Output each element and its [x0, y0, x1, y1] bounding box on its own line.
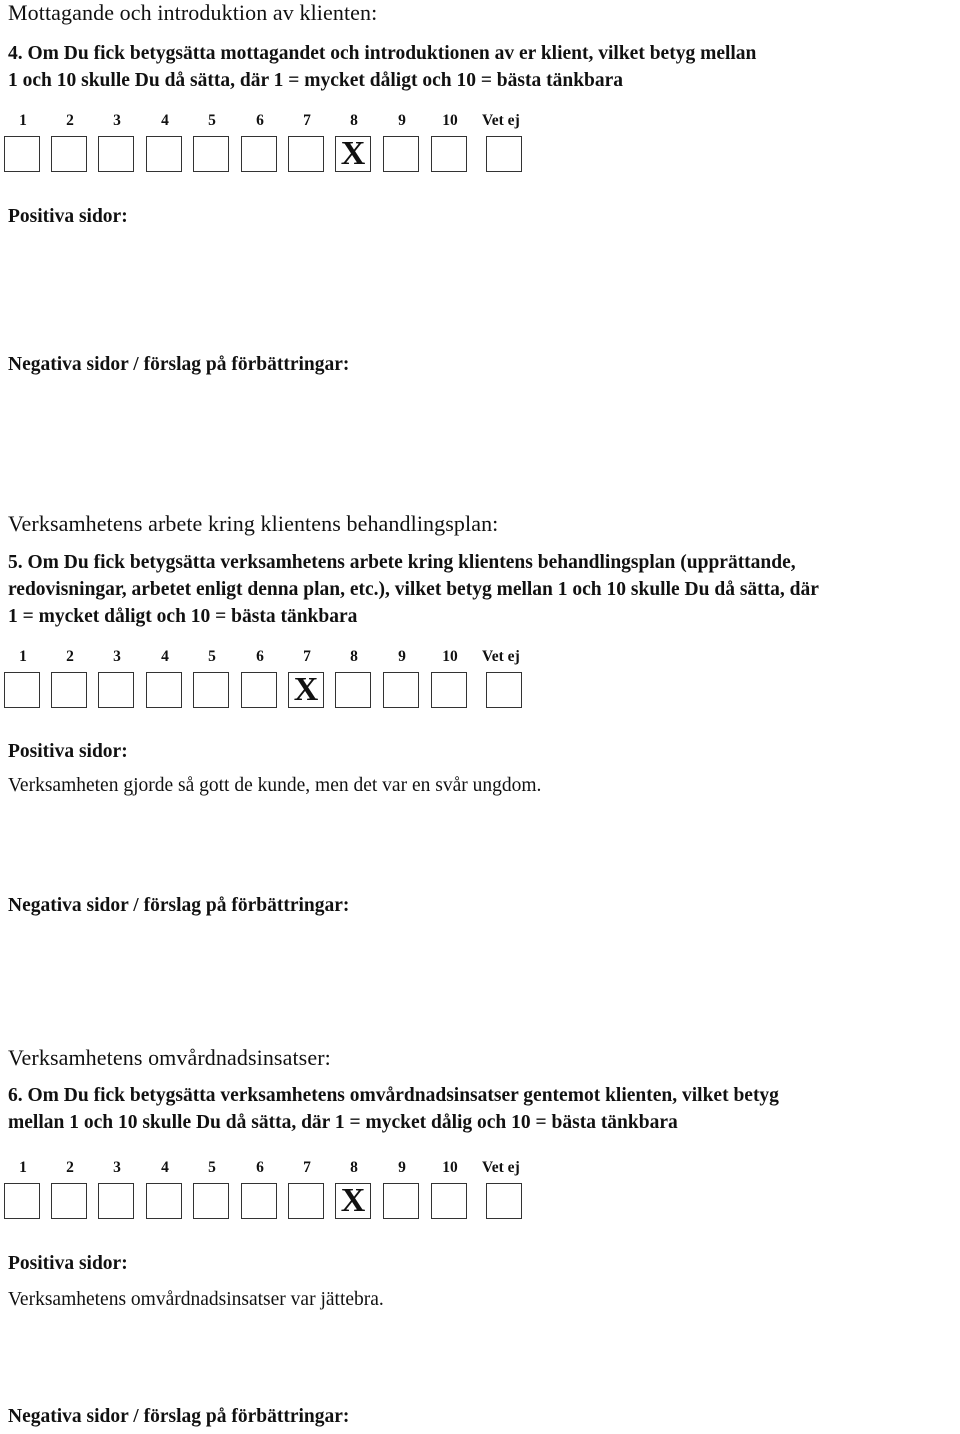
- rating-checkbox[interactable]: [98, 1183, 134, 1219]
- scale-label: 4: [161, 648, 169, 665]
- rating-checkbox[interactable]: [383, 136, 419, 172]
- question-line: 4. Om Du fick betygsätta mottagandet och introduktionen av er klient, vilket betyg mellan: [8, 43, 757, 64]
- scale-label: 5: [208, 1159, 216, 1176]
- scale-label: 5: [208, 112, 216, 129]
- section-heading: Verksamhetens arbete kring klientens behandlingsplan:: [8, 511, 499, 536]
- scale-label-vet-ej: Vet ej: [482, 112, 520, 129]
- rating-checkbox[interactable]: [486, 1183, 522, 1219]
- rating-checkbox[interactable]: [98, 672, 134, 708]
- question-line: 1 = mycket dåligt och 10 = bästa tänkbara: [8, 606, 358, 627]
- rating-checkbox[interactable]: [4, 136, 40, 172]
- scale-label: 8: [350, 112, 358, 129]
- rating-checkbox[interactable]: [241, 672, 277, 708]
- selected-mark: X: [340, 1182, 366, 1219]
- question-text: [8, 549, 819, 630]
- selected-mark: X: [293, 671, 319, 708]
- scale-label: 9: [398, 112, 406, 129]
- positive-answer: Verksamhetens omvårdnadsinsatser var jättebra.: [8, 1289, 384, 1310]
- rating-checkbox[interactable]: [4, 1183, 40, 1219]
- positive-answer: Verksamheten gjorde så gott de kunde, men det var en svår ungdom.: [8, 775, 542, 796]
- scale-label: 6: [256, 1159, 264, 1176]
- rating-boxes: [0, 136, 960, 176]
- scale-label: 8: [350, 648, 358, 665]
- rating-checkbox[interactable]: [288, 672, 324, 708]
- section-heading: Verksamhetens omvårdnadsinsatser:: [8, 1045, 331, 1070]
- negative-label: Negativa sidor / förslag på förbättringar:: [8, 1406, 350, 1427]
- scale-label: 5: [208, 648, 216, 665]
- scale-label: 2: [66, 648, 74, 665]
- rating-checkbox[interactable]: [335, 136, 371, 172]
- rating-checkbox[interactable]: [4, 672, 40, 708]
- rating-scale-labels: [0, 1159, 960, 1179]
- rating-checkbox[interactable]: [431, 1183, 467, 1219]
- rating-checkbox[interactable]: [146, 672, 182, 708]
- negative-label: Negativa sidor / förslag på förbättringar:: [8, 354, 350, 375]
- scale-label: 7: [303, 1159, 311, 1176]
- scale-label: 3: [113, 1159, 121, 1176]
- scale-label: 6: [256, 112, 264, 129]
- scale-label: 10: [442, 648, 458, 665]
- rating-checkbox[interactable]: [146, 136, 182, 172]
- scale-label: 8: [350, 1159, 358, 1176]
- rating-checkbox[interactable]: [51, 672, 87, 708]
- rating-checkbox[interactable]: [241, 1183, 277, 1219]
- positive-label: Positiva sidor:: [8, 206, 128, 227]
- rating-boxes: [0, 1183, 960, 1223]
- scale-label: 4: [161, 112, 169, 129]
- rating-checkbox[interactable]: [383, 1183, 419, 1219]
- question-line: 1 och 10 skulle Du då sätta, där 1 = mycket dåligt och 10 = bästa tänkbara: [8, 70, 624, 91]
- rating-checkbox[interactable]: [335, 1183, 371, 1219]
- question-line: 6. Om Du fick betygsätta verksamhetens omvårdnadsinsatser gentemot klienten, vilket betyg: [8, 1085, 779, 1106]
- selected-mark: X: [340, 135, 366, 172]
- question-text: [8, 1082, 779, 1136]
- scale-label: 6: [256, 648, 264, 665]
- question-line: redovisningar, arbetet enligt denna plan, etc.), vilket betyg mellan 1 och 10 skulle Du då sätta, där: [8, 579, 819, 600]
- rating-checkbox[interactable]: [193, 1183, 229, 1219]
- rating-checkbox[interactable]: [486, 136, 522, 172]
- question-line: mellan 1 och 10 skulle Du då sätta, där 1 = mycket dålig och 10 = bästa tänkbara: [8, 1112, 678, 1133]
- scale-label: 3: [113, 112, 121, 129]
- rating-checkbox[interactable]: [51, 136, 87, 172]
- scale-label: 1: [19, 648, 27, 665]
- scale-label: 9: [398, 1159, 406, 1176]
- question-text: [8, 40, 756, 94]
- rating-boxes: [0, 672, 960, 712]
- positive-label: Positiva sidor:: [8, 1253, 128, 1274]
- scale-label: 2: [66, 1159, 74, 1176]
- scale-label: 9: [398, 648, 406, 665]
- positive-label: Positiva sidor:: [8, 741, 128, 762]
- scale-label: 1: [19, 112, 27, 129]
- rating-checkbox[interactable]: [193, 136, 229, 172]
- scale-label: 1: [19, 1159, 27, 1176]
- scale-label: 4: [161, 1159, 169, 1176]
- scale-label-vet-ej: Vet ej: [482, 1159, 520, 1176]
- rating-checkbox[interactable]: [241, 136, 277, 172]
- rating-checkbox[interactable]: [431, 136, 467, 172]
- section-heading: Mottagande och introduktion av klienten:: [8, 0, 378, 25]
- scale-label: 2: [66, 112, 74, 129]
- rating-checkbox[interactable]: [335, 672, 371, 708]
- rating-checkbox[interactable]: [431, 672, 467, 708]
- negative-label: Negativa sidor / förslag på förbättringar:: [8, 895, 350, 916]
- scale-label: 7: [303, 112, 311, 129]
- rating-scale-labels: [0, 112, 960, 132]
- rating-checkbox[interactable]: [98, 136, 134, 172]
- scale-label: 7: [303, 648, 311, 665]
- question-line: 5. Om Du fick betygsätta verksamhetens arbete kring klientens behandlingsplan (upprättande,: [8, 552, 796, 573]
- rating-checkbox[interactable]: [288, 136, 324, 172]
- rating-checkbox[interactable]: [383, 672, 419, 708]
- scale-label: 3: [113, 648, 121, 665]
- scale-label: 10: [442, 112, 458, 129]
- rating-checkbox[interactable]: [51, 1183, 87, 1219]
- scale-label: 10: [442, 1159, 458, 1176]
- rating-checkbox[interactable]: [193, 672, 229, 708]
- rating-checkbox[interactable]: [146, 1183, 182, 1219]
- rating-checkbox[interactable]: [486, 672, 522, 708]
- rating-scale-labels: [0, 648, 960, 668]
- rating-checkbox[interactable]: [288, 1183, 324, 1219]
- scale-label-vet-ej: Vet ej: [482, 648, 520, 665]
